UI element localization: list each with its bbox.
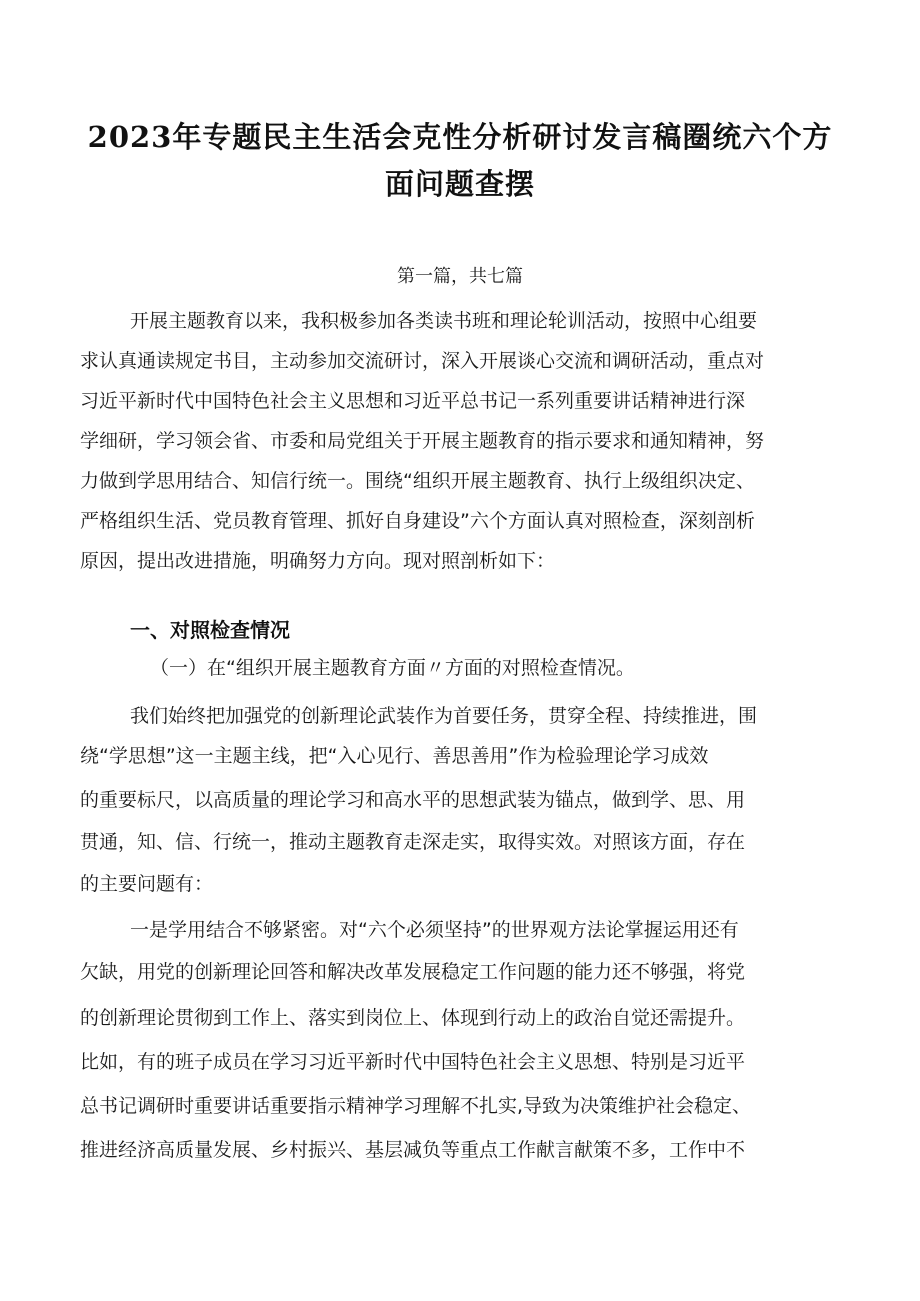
paragraph-1-line: 开展主题教育以来，我积极参加各类读书班和理论轮训活动，按照中心组要 [130, 310, 758, 332]
paragraph-2-line: 贯通，知、信、行统一，推动主题教育走深走实，取得实效。对照该方面，存在 [80, 831, 746, 853]
paragraph-2-line: 绕“学思想”这一主题主线，把“入心见行、善思善用”作为检验理论学习成效 [80, 745, 709, 767]
paragraph-3-line: 比如，有的班子成员在学习习近平新时代中国特色社会主义思想、特别是习近平 [80, 1051, 746, 1073]
paragraph-3-line: 总书记调研时重要讲话重要指示精神学习理解不扎实,导致为决策维护社会稳定、 [80, 1095, 752, 1117]
document-subtitle: 第一篇，共七篇 [397, 266, 523, 287]
paragraph-1-line: 力做到学思用结合、知信行统一。围绕“组织开展主题教育、执行上级组织决定、 [80, 470, 755, 492]
subsection-heading: （一）在“组织开展主题教育方面〃方面的对照检查情况。 [150, 657, 635, 679]
document-title-line-1: 2023年专题民主生活会克性分析研讨发言稿圈统六个方 [87, 120, 833, 154]
paragraph-1-line: 严格组织生活、党员教育管理、抓好自身建设”六个方面认真对照检查，深刻剖析 [80, 510, 755, 532]
paragraph-3-line: 一是学用结合不够紧密。对“六个必须坚持”的世界观方法论掌握运用还有 [130, 919, 739, 941]
paragraph-1-line: 求认真通读规定书目，主动参加交流研讨，深入开展谈心交流和调研活动，重点对 [80, 350, 765, 372]
document-title-line-2: 面问题查摆 [384, 167, 535, 201]
paragraph-3-line: 推进经济高质量发展、乡村振兴、基层减负等重点工作献言献策不多，工作中不 [80, 1139, 746, 1161]
paragraph-1-line: 习近平新时代中国特色社会主义思想和习近平总书记一系列重要讲话精神进行深 [80, 390, 746, 412]
paragraph-1-line: 学细研，学习领会省、市委和局党组关于开展主题教育的指示要求和通知精神，努 [80, 430, 765, 452]
paragraph-2-line: 的主要问题有： [80, 873, 214, 895]
paragraph-3-line: 欠缺，用党的创新理论回答和解决改革发展稳定工作问题的能力还不够强，将党 [80, 961, 746, 983]
paragraph-2-line: 的重要标尺，以高质量的理论学习和高水平的思想武装为锚点，做到学、思、用 [80, 789, 746, 811]
paragraph-2-line: 我们始终把加强党的创新理论武装作为首要任务，贯穿全程、持续推进，围 [130, 705, 758, 727]
section-heading: 一、对照检查情况 [130, 618, 290, 642]
paragraph-3-line: 的创新理论贯彻到工作上、落实到岗位上、体现到行动上的政治自觉还需提升。 [80, 1007, 746, 1029]
paragraph-1-line: 原因，提出改进措施，明确努力方向。现对照剖析如下： [80, 550, 556, 572]
